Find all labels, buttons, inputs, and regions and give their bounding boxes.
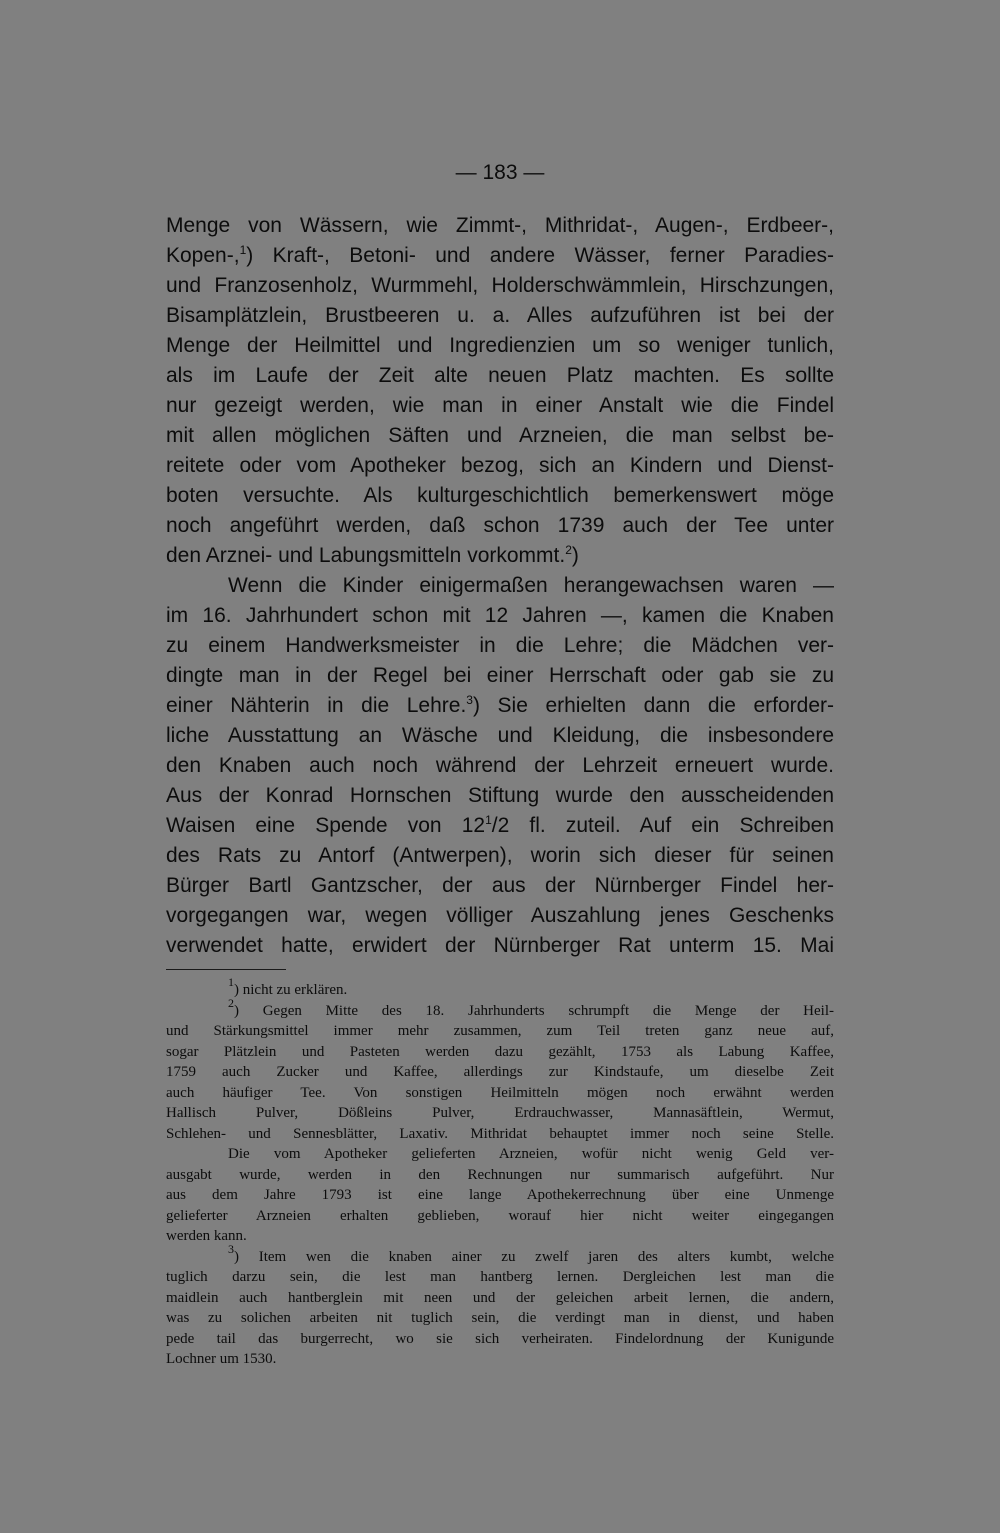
text-line: dingte man in der Regel bei einer Herrschaft oder gab sie zu — [166, 664, 834, 687]
text-line — [166, 691, 834, 721]
text-segment: einer Nähterin in die Lehre. — [166, 694, 467, 717]
text-line: zu einem Handwerksmeister in die Lehre; die Mädchen ver- — [166, 634, 834, 657]
main-text — [166, 211, 834, 961]
text-line: Bisamplätzlein, Brustbeeren u. a. Alles aufzuführen ist bei der — [166, 304, 834, 327]
footnote-line: Die vom Apotheker gelieferten Arzneien, wofür nicht wenig Geld ver- — [228, 1146, 834, 1162]
footnote-line: sogar Plätzlein und Pasteten werden dazu gezählt, 1753 als Labung Kaffee, — [166, 1043, 834, 1060]
text-line: als im Laufe der Zeit alte neuen Platz machten. Es sollte — [166, 364, 834, 387]
footnote-ref-1: 1 — [239, 243, 247, 257]
footnote-line: werden kann. — [166, 1228, 247, 1244]
text-line: vorgegangen war, wegen völliger Auszahlung jenes Geschenks — [166, 904, 834, 927]
text-segment: den Arznei- und Labungsmitteln vorkommt. — [166, 544, 566, 567]
footnote-line: Hallisch Pulver, Dößleins Pulver, Erdrauchwasser, Mannasäftlein, Wermut, — [166, 1105, 834, 1121]
text-line — [166, 241, 834, 271]
text-line: Menge der Heilmittel und Ingredienzien um so weniger tunlich, — [166, 334, 834, 357]
fraction-numerator: 1 — [485, 813, 492, 827]
footnote-marker: 1 — [228, 975, 234, 989]
footnote-line: Lochner um 1530. — [166, 1351, 277, 1367]
footnote-line: maidlein auch hantberglein mit neen und der geleichen arbeit lernen, die andern, — [166, 1289, 834, 1306]
text-line: Wenn die Kinder einigermaßen herangewachsen waren — — [228, 574, 834, 597]
footnote-3 — [166, 1241, 834, 1268]
footnote-text: ) Item wen die knaben ainer zu zwelf jaren des alters kumbt, welche — [234, 1248, 834, 1265]
footnote-marker: 3 — [228, 1241, 234, 1256]
text-segment: /2 fl. zuteil. Auf ein Schreiben — [491, 814, 835, 837]
text-line: im 16. Jahrhundert schon mit 12 Jahren —, kamen die Knaben — [166, 604, 834, 627]
text-line: nur gezeigt werden, wie man in einer Anstalt wie die Findel — [166, 394, 834, 417]
footnote-line: und Stärkungsmittel immer mehr zusammen, zum Teil treten ganz neue auf, — [166, 1023, 834, 1039]
footnote-line: ausgabt wurde, werden in den Rechnungen nur summarisch aufgeführt. Nur — [166, 1166, 834, 1183]
footnotes — [166, 975, 834, 1370]
text-line: des Rats zu Antorf (Antwerpen), worin sich dieser für seinen — [166, 844, 834, 867]
text-line: Bürger Bartl Gantzscher, der aus der Nürnberger Findel her- — [166, 874, 834, 897]
footnote-line: was zu solichen arbeiten nit tuglich sein, die verdingt man in dienst, und haben — [166, 1310, 834, 1326]
text-segment: Waisen eine Spende von 12 — [166, 814, 486, 837]
footnote-line: gelieferter Arzneien erhalten geblieben, worauf hier nicht weiter eingegangen — [166, 1207, 834, 1224]
text-line: und Franzosenholz, Wurmmehl, Holderschwämmlein, Hirschzungen, — [166, 274, 834, 297]
footnote-line: auch häufiger Tee. Von sonstigen Heilmitteln mögen noch erwähnt werden — [166, 1084, 834, 1101]
footnote-2 — [166, 995, 834, 1022]
text-line: Menge von Wässern, wie Zimmt-, Mithridat-, Augen-, Erdbeer-, — [166, 214, 834, 237]
footnote-line: 1759 auch Zucker und Kaffee, allerdings zur Kindstaufe, um dieselbe Zeit — [166, 1064, 834, 1080]
text-segment: ) Sie erhielten dann die erforder- — [472, 694, 834, 717]
text-line: verwendet hatte, erwidert der Nürnberger Rat unterm 15. Mai — [166, 934, 834, 957]
text-segment: Kopen-, — [166, 244, 240, 267]
text-line — [166, 541, 834, 571]
footnote-line: tuglich darzu sein, die lest man hantberg lernen. Dergleichen lest man die — [166, 1269, 834, 1285]
footnote-marker: 2 — [228, 995, 234, 1010]
text-line: noch angeführt werden, daß schon 1739 auch der Tee unter — [166, 514, 834, 537]
text-segment: ) Kraft-, Betoni- und andere Wässer, ferner Paradies- — [246, 244, 834, 267]
footnote-ref-2: 2 — [565, 543, 572, 557]
text-line: liche Ausstattung an Wäsche und Kleidung, die insbesondere — [166, 724, 834, 747]
text-line: boten versuchte. Als kulturgeschichtlich bemerkenswert möge — [166, 484, 834, 507]
page-number: — 183 — — [455, 161, 545, 184]
text-line: den Knaben auch noch während der Lehrzeit erneuert wurde. — [166, 754, 834, 777]
text-line: mit allen möglichen Säften und Arzneien, die man selbst be- — [166, 424, 834, 447]
footnote-divider — [166, 969, 286, 970]
footnote-line: aus dem Jahre 1793 ist eine lange Apothekerrechnung über eine Unmenge — [166, 1187, 834, 1203]
text-line: Aus der Konrad Hornschen Stiftung wurde den ausscheidenden — [166, 784, 834, 807]
footnote-line: pede tail das burgerrecht, wo sie sich verheiraten. Findelordnung der Kunigunde — [166, 1330, 834, 1347]
footnote-ref-3: 3 — [466, 693, 473, 707]
text-line — [166, 811, 834, 841]
text-line: reitete oder vom Apotheker bezog, sich an Kindern und Dienst- — [166, 454, 834, 477]
footnote-1 — [166, 975, 834, 1001]
footnote-text: ) Gegen Mitte des 18. Jahrhunderts schrumpft die Menge der Heil- — [234, 1002, 834, 1019]
text-segment: ) — [571, 544, 579, 567]
footnote-text: ) nicht zu erklären. — [234, 982, 348, 998]
footnote-line: Schlehen- und Sennesblätter, Laxativ. Mithridat behauptet immer noch seine Stelle. — [166, 1125, 834, 1142]
